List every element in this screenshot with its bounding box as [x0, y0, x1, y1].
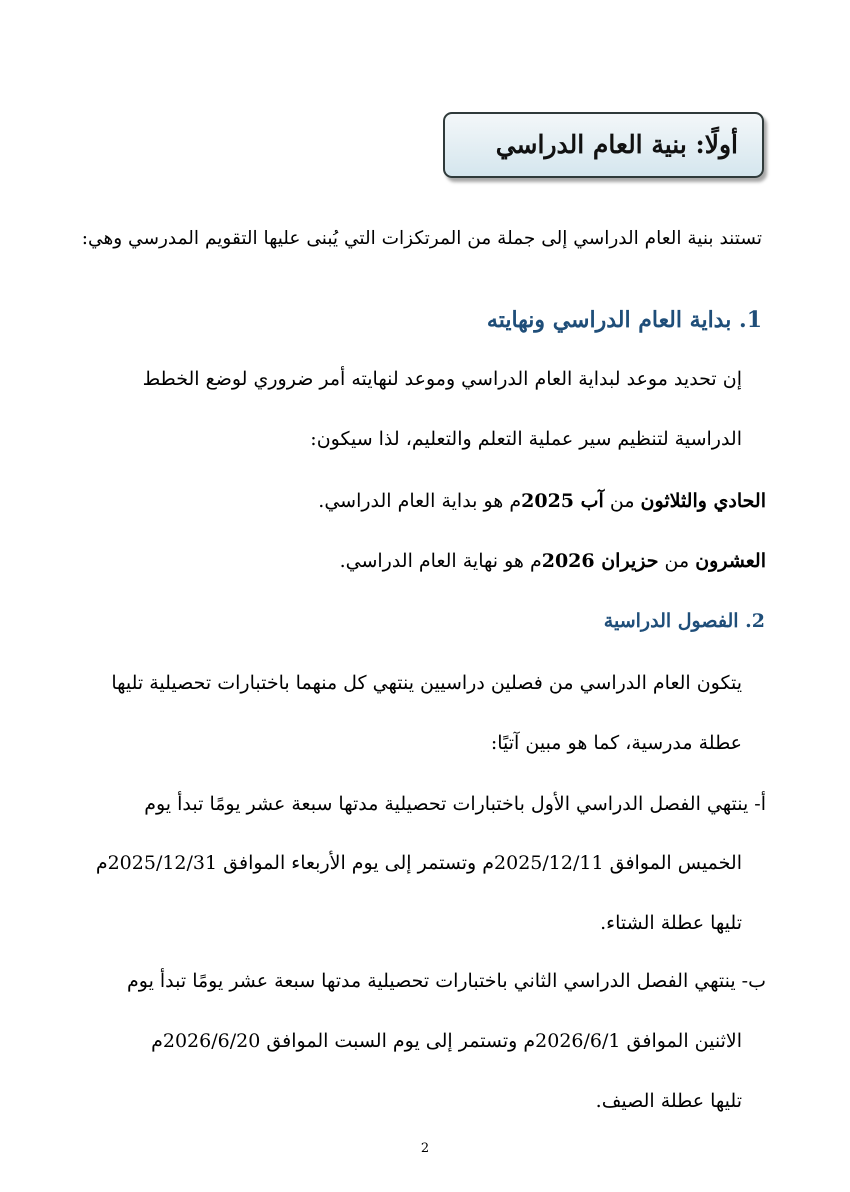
item-a-line2: الخميس الموافق 2025/12/11م وتستمر إلى يوم الأربعاء الموافق 2025/12/31م — [95, 852, 742, 874]
end-mid: من — [658, 550, 696, 572]
section1-para-line2: الدراسية لتنظيم سير عملية التعلم والتعليم، لذا سيكون: — [310, 428, 742, 450]
start-rest: م هو بداية العام الدراسي. — [318, 490, 522, 512]
start-day: الحادي والثلاثون — [640, 490, 766, 512]
item-b-line2: الاثنين الموافق 2026/6/1م وتستمر إلى يوم السبت الموافق 2026/6/20م — [151, 1030, 742, 1052]
end-day: العشرون — [695, 550, 766, 572]
start-month: آب 2025 — [521, 490, 604, 512]
start-date-line — [318, 490, 766, 512]
end-date-line — [340, 550, 766, 572]
section2-para-line1: يتكون العام الدراسي من فصلين دراسيين ينتهي كل منهما باختبارات تحصيلية تليها — [111, 672, 742, 694]
end-month: حزيران 2026 — [541, 550, 659, 572]
section1-heading: 1. بداية العام الدراسي ونهايته — [486, 307, 762, 333]
section1-para-line1: إن تحديد موعد لبداية العام الدراسي وموعد لنهايته أمر ضروري لوضع الخطط — [142, 368, 742, 390]
start-mid: من — [603, 490, 641, 512]
end-rest: م هو نهاية العام الدراسي. — [339, 550, 542, 572]
item-a-line1: أ- ينتهي الفصل الدراسي الأول باختبارات تحصيلية مدتها سبعة عشر يومًا تبدأ يوم — [144, 793, 766, 815]
section2-heading: 2. الفصول الدراسية — [603, 610, 765, 632]
item-b-line1: ب- ينتهي الفصل الدراسي الثاني باختبارات تحصيلية مدتها سبعة عشر يومًا تبدأ يوم — [126, 970, 766, 992]
item-b-line3: تليها عطلة الصيف. — [595, 1090, 742, 1112]
section2-para-line2: عطلة مدرسية، كما هو مبين آتيًا: — [490, 732, 742, 754]
section-title-box — [443, 112, 764, 178]
page-number: 2 — [420, 1141, 430, 1156]
intro-paragraph: تستند بنية العام الدراسي إلى جملة من المرتكزات التي يُبنى عليها التقويم المدرسي وهي: — [81, 228, 762, 249]
item-a-line3: تليها عطلة الشتاء. — [600, 912, 742, 934]
section-title: أولًا: بنية العام الدراسي — [495, 130, 738, 159]
